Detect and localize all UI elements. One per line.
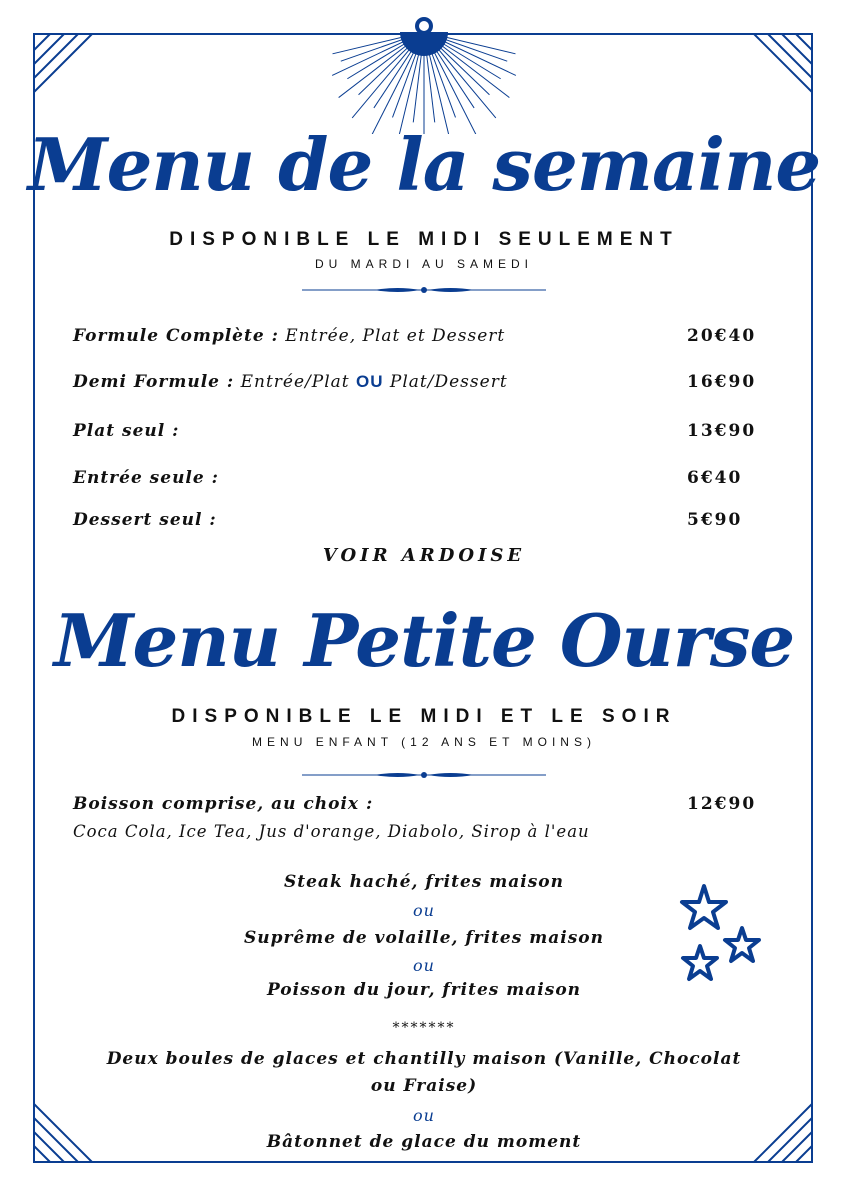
menu-row-entree-seule bbox=[73, 468, 763, 492]
row-label: Dessert seul : bbox=[73, 510, 217, 530]
dessert-option-continued: ou Fraise) bbox=[370, 1076, 478, 1096]
row-description: Plat/Dessert bbox=[383, 372, 508, 392]
menu-semaine-days: DU MARDI AU SAMEDI bbox=[314, 257, 533, 271]
row-or-word: OU bbox=[356, 372, 384, 391]
row-label: Boisson comprise, au choix : bbox=[73, 794, 374, 814]
row-label: Plat seul : bbox=[73, 421, 180, 441]
menu-petite-ourse-availability: DISPONIBLE LE MIDI ET LE SOIR bbox=[171, 706, 677, 727]
sunburst-icon bbox=[324, 14, 524, 134]
menu-row-demi-formule bbox=[73, 372, 763, 396]
row-description: Entrée/Plat bbox=[234, 372, 357, 392]
corner-ornament-icon bbox=[751, 33, 813, 95]
main-option: Steak haché, frites maison bbox=[283, 872, 564, 892]
dessert-option: Bâtonnet de glace du moment bbox=[266, 1132, 582, 1152]
row-price: 20€40 bbox=[687, 326, 757, 346]
or-separator: ou bbox=[413, 1106, 435, 1125]
menu-row-plat-seul bbox=[73, 421, 763, 445]
dessert-option: Deux boules de glaces et chantilly maison (Vanille, Chocolat bbox=[106, 1049, 742, 1069]
menu-row-dessert-seul bbox=[73, 510, 763, 534]
course-separator: ******* bbox=[392, 1020, 456, 1036]
voir-ardoise-note: VOIR ARDOISE bbox=[322, 545, 526, 566]
menu-semaine-title: Menu de la semaine bbox=[27, 122, 821, 207]
row-price: 6€40 bbox=[687, 468, 743, 488]
main-option: Poisson du jour, frites maison bbox=[266, 980, 582, 1000]
divider-ornament-icon bbox=[302, 285, 546, 295]
menu-semaine-availability: DISPONIBLE LE MIDI SEULEMENT bbox=[169, 229, 679, 250]
row-price: 5€90 bbox=[687, 510, 743, 530]
stars-icon bbox=[676, 880, 772, 990]
drinks-list bbox=[73, 822, 773, 846]
corner-ornament-icon bbox=[33, 33, 95, 95]
drinks-text: Coca Cola, Ice Tea, Jus d'orange, Diabolo, Sirop à l'eau bbox=[73, 822, 590, 841]
main-option: Suprême de volaille, frites maison bbox=[244, 928, 604, 948]
row-description: Entrée, Plat et Dessert bbox=[278, 326, 506, 346]
row-label: Demi Formule : bbox=[73, 372, 235, 392]
menu-row-formule-complete bbox=[73, 326, 763, 350]
row-label: Entrée seule : bbox=[73, 468, 219, 488]
or-separator: ou bbox=[413, 901, 435, 920]
menu-petite-ourse-title: Menu Petite Ourse bbox=[53, 598, 795, 683]
menu-row-boisson bbox=[73, 794, 763, 818]
menu-petite-ourse-subtitle: MENU ENFANT (12 ANS ET MOINS) bbox=[252, 735, 596, 749]
row-price: 16€90 bbox=[687, 372, 757, 392]
row-price: 12€90 bbox=[687, 794, 757, 814]
row-label: Formule Complète : bbox=[73, 326, 279, 346]
row-price: 13€90 bbox=[687, 421, 757, 441]
or-separator: ou bbox=[413, 956, 435, 975]
divider-ornament-icon bbox=[302, 770, 546, 780]
